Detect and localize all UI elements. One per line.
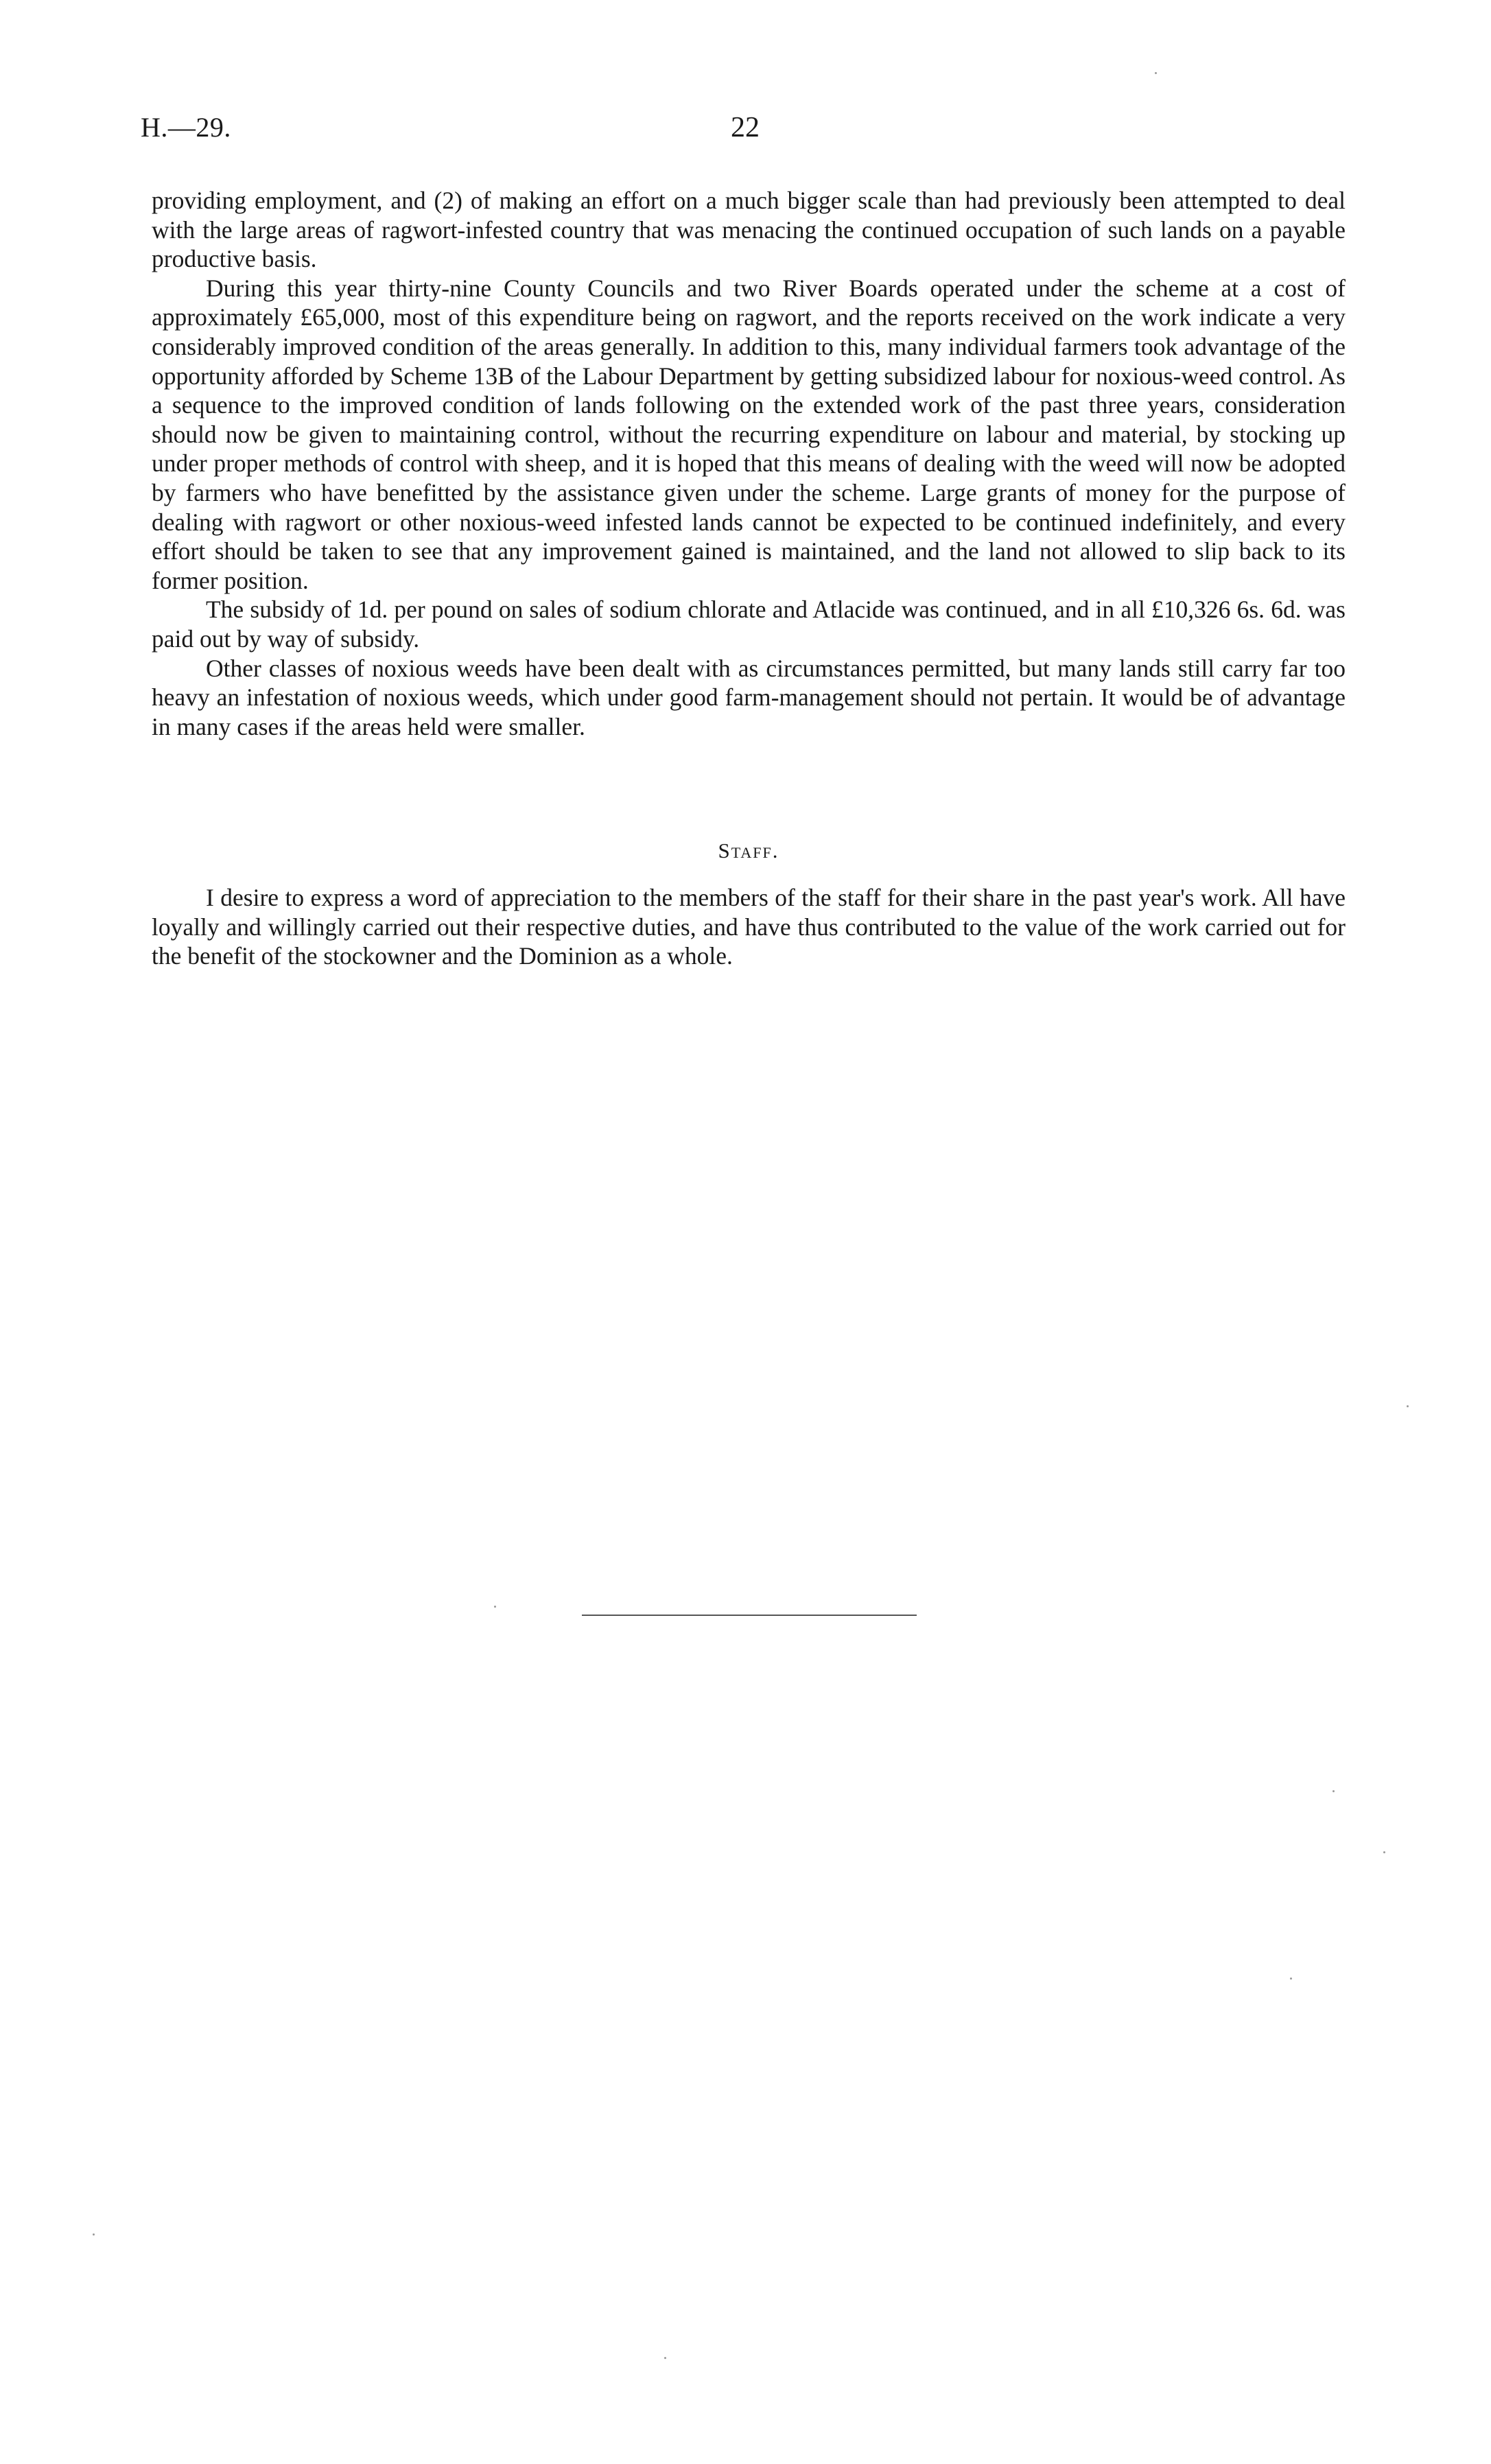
end-rule [582, 1615, 917, 1616]
scan-speck [664, 2357, 666, 2359]
scan-speck [1155, 72, 1157, 74]
staff-text [152, 883, 1346, 971]
page-number: 22 [731, 112, 760, 143]
scan-speck [1407, 1405, 1409, 1407]
scan-speck [1290, 1978, 1292, 1980]
paragraph-county-councils: During this year thirty-nine County Councils and two River Boards operated under the scheme at a cost of approximately £65,000, most of this expenditure being on ragwort, and the reports received on the work indicate a very considerably improved condition of the areas generally. In addition to this, many individual farmers took advantage of the opportunity afforded by Scheme 13B of the Labour Department by getting subsidized labour for noxious-weed control. As a sequence to the improved condition of lands following on the extended work of the past three years, consideration should now be given to maintaining control, without the recurring expenditure on labour and material, by stocking up under proper methods of control with sheep, and it is hoped that this means of dealing with the weed will now be adopted by farmers who have benefitted by the assistance given under the scheme. Large grants of money for the purpose of dealing with ragwort or other noxious-weed infested lands cannot be expected to be continued indefinitely, and every effort should be taken to see that any improvement gained is maintained, and the land not allowed to slip back to its former position. [152, 274, 1346, 594]
document-code: H.—29. [141, 112, 231, 143]
scan-speck [1332, 1790, 1335, 1792]
page-header [141, 111, 1352, 152]
scan-speck [93, 2233, 95, 2236]
scan-speck [1383, 1851, 1385, 1853]
body-text [152, 186, 1346, 741]
scan-speck [494, 1606, 496, 1608]
paragraph-other-weeds: Other classes of noxious weeds have been dealt with as circumstances permitted, but many lands still carry far too heavy an infestation of noxious weeds, which under good farm-management should not pertain. It would be of advantage in many cases if the areas held were smaller. [152, 654, 1346, 740]
paragraph-staff: I desire to express a word of appreciation to the members of the staff for their share in the past year's work. All have loyally and willingly carried out their respective duties, and have thus contributed to the value of the work carried out for the benefit of the stockowner and the Dominion as a whole. [152, 884, 1346, 970]
paragraph-subsidy: The subsidy of 1d. per pound on sales of sodium chlorate and Atlacide was continued, and in all £10,326 6s. 6d. was paid out by way of subsidy. [152, 596, 1346, 653]
section-heading-staff: Staff. [718, 838, 779, 863]
paragraph-continuation: providing employment, and (2) of making an effort on a much bigger scale than had previously been attempted to deal with the large areas of ragwort-infested country that was menacing the continued occupation of such lands on a payable productive basis. [152, 187, 1346, 273]
